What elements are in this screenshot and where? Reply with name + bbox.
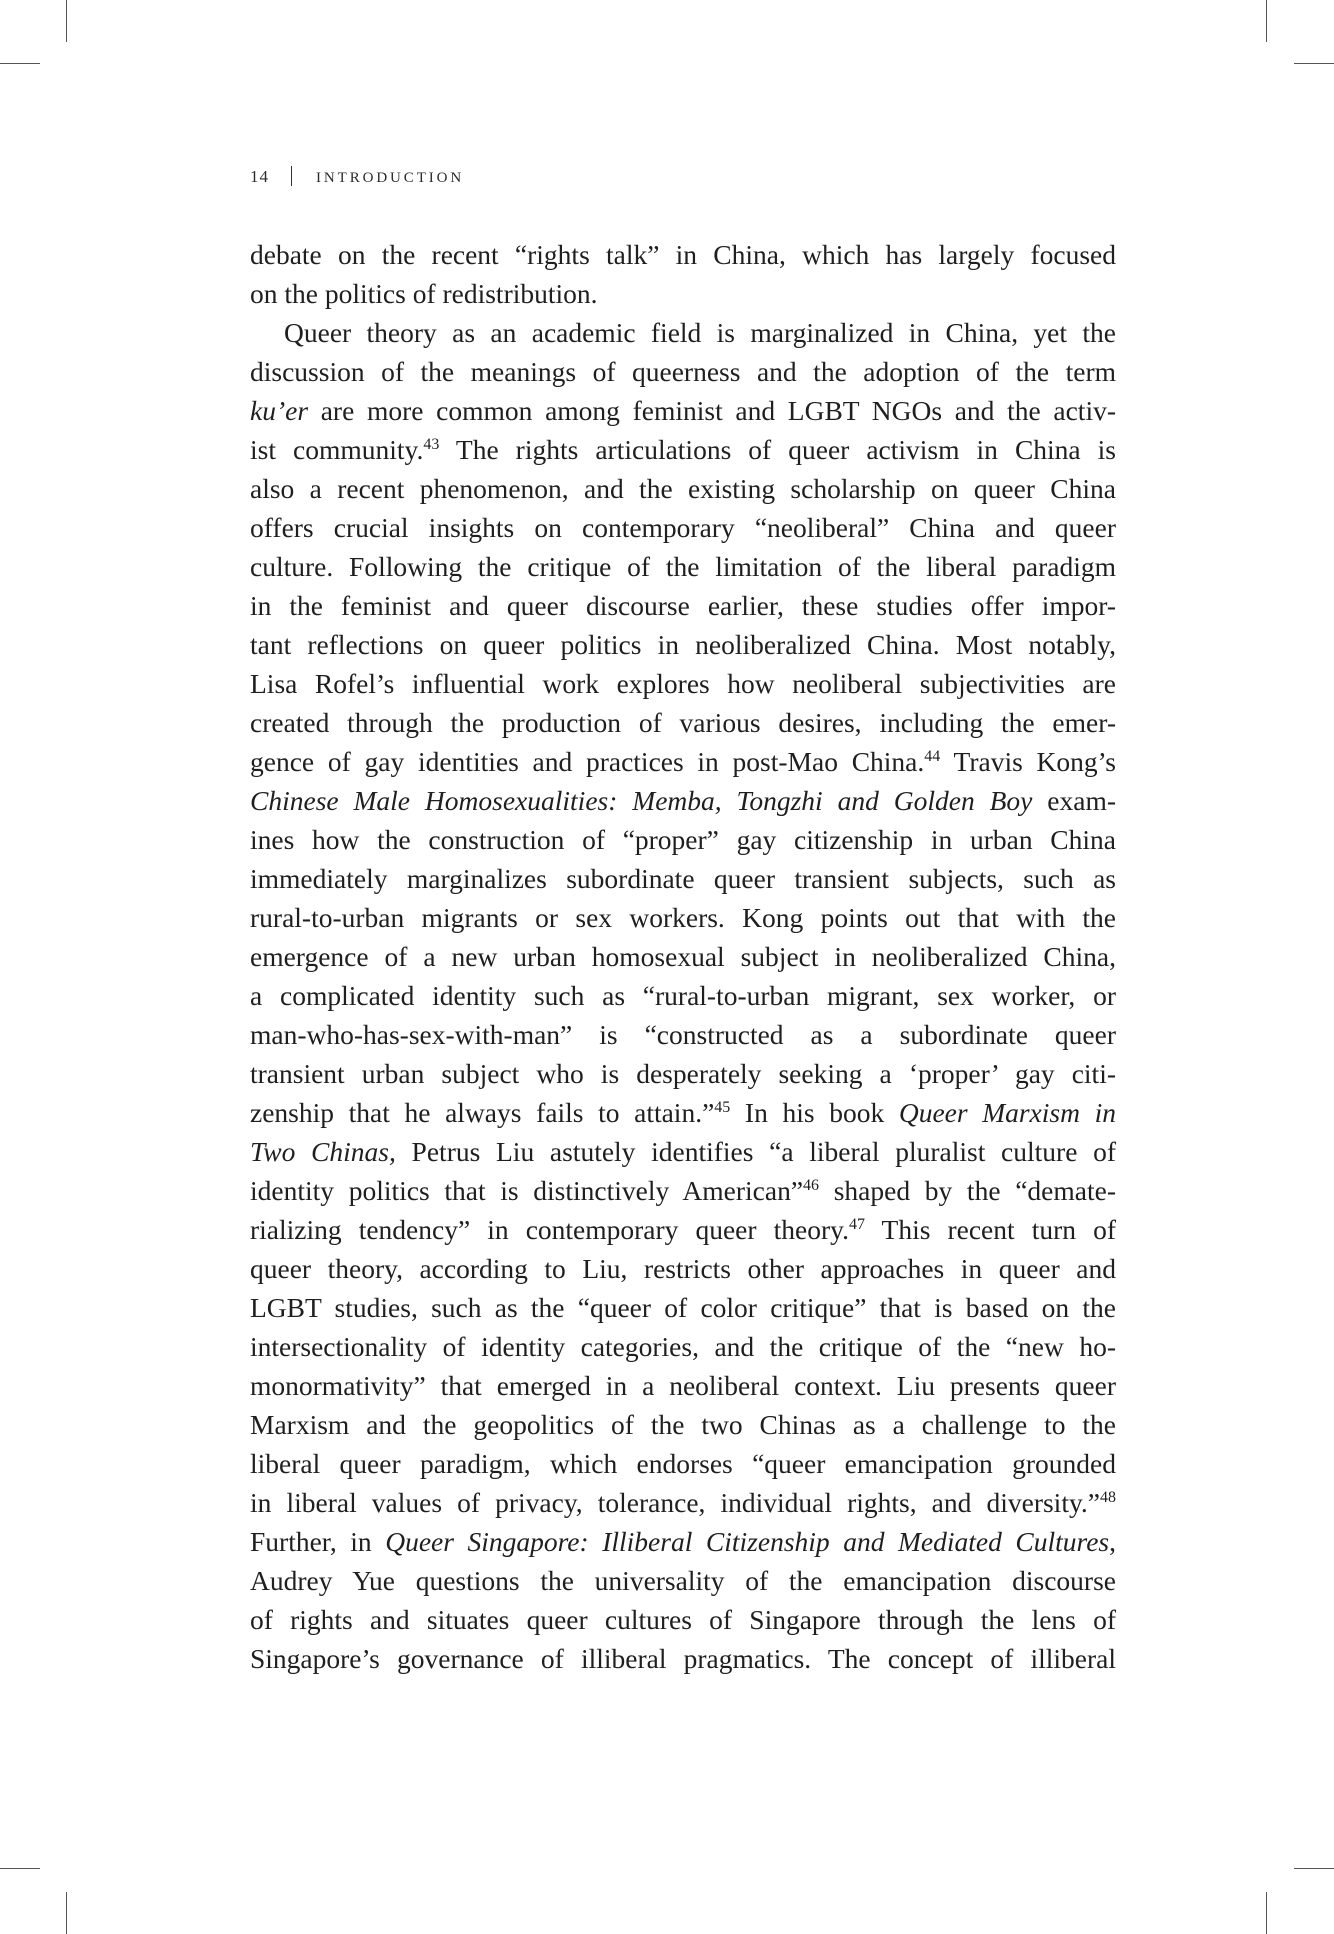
text-line: ines how the construction of “proper” gay citizenship in urban China [250,824,1116,855]
text-line: emergence of a new urban homosexual subject in neoliberalized China, [250,941,1116,972]
text-line: in the feminist and queer discourse earlier, these studies offer impor- [250,590,1116,621]
text-line: culture. Following the critique of the limitation of the liberal paradigm [250,551,1116,582]
text-line: ku’er are more common among feminist and LGBT NGOs and the activ- [250,395,1116,426]
text-line: tant reflections on queer politics in neoliberalized China. Most notably, [250,629,1116,660]
text-line: created through the production of various desires, including the emer- [250,707,1116,738]
text-line: Queer theory as an academic field is marginalized in China, yet the [284,317,1116,348]
page-number: 14 [250,167,269,186]
text-line: rural-to-urban migrants or sex workers. Kong points out that with the [250,902,1116,933]
text-line: in liberal values of privacy, tolerance, individual rights, and diversity.”$^{48}$ [250,1487,1116,1518]
text-line: Chinese Male Homosexualities: Memba, Tongzhi and Golden Boy exam- [250,785,1116,816]
body-text [250,235,1116,1678]
footnote-ref: 45 [714,1099,731,1116]
crop-mark-bottom-right [1266,1892,1267,1934]
text-line: debate on the recent “rights talk” in China, which has largely focused [250,239,1116,270]
text-line: gence of gay identities and practices in post-Mao China.$^{44}$ Travis Kong’s [250,746,1116,777]
crop-mark-bottom-left [66,1892,67,1934]
text-line: queer theory, according to Liu, restricts other approaches in queer and [250,1253,1116,1284]
text-line: LGBT studies, such as the “queer of color critique” that is based on the [250,1292,1116,1323]
text-line: Lisa Rofel’s influential work explores how neoliberal subjectivities are [250,668,1116,699]
crop-mark-bottom-right-h [1294,1868,1334,1869]
text-line: also a recent phenomenon, and the existing scholarship on queer China [250,473,1116,504]
text-line: on the politics of redistribution. [250,278,598,309]
crop-mark-top-left-h [0,63,40,64]
text-line: Further, in Queer Singapore: Illiberal Citizenship and Mediated Cultures, [250,1526,1116,1557]
text-line: Audrey Yue questions the universality of the emancipation discourse [250,1565,1116,1596]
crop-mark-top-right-h [1294,63,1334,64]
running-head [250,166,464,187]
text-line: man-who-has-sex-with-man” is “constructed as a subordinate queer [250,1019,1116,1050]
crop-mark-top-right [1266,0,1267,42]
text-line: monormativity” that emerged in a neoliberal context. Liu presents queer [250,1370,1116,1401]
text-line: immediately marginalizes subordinate queer transient subjects, such as [250,863,1116,894]
text-line: Two Chinas, Petrus Liu astutely identifies “a liberal pluralist culture of [250,1136,1117,1167]
footnote-ref: 46 [803,1177,820,1194]
running-head-separator [291,166,292,186]
text-line: offers crucial insights on contemporary “neoliberal” China and queer [250,512,1116,543]
text-line: Marxism and the geopolitics of the two Chinas as a challenge to the [250,1409,1116,1440]
text-line: a complicated identity such as “rural-to-urban migrant, sex worker, or [250,980,1116,1011]
footnote-ref: 44 [924,748,941,765]
text-line: transient urban subject who is desperately seeking a ‘proper’ gay citi- [250,1058,1116,1089]
text-line: discussion of the meanings of queerness and the adoption of the term [250,356,1116,387]
text-line: liberal queer paradigm, which endorses “queer emancipation grounded [250,1448,1116,1479]
footnote-ref: 48 [1100,1489,1116,1506]
footnote-ref: 47 [848,1216,865,1233]
footnote-ref: 43 [423,436,440,453]
crop-mark-top-left [66,0,67,42]
text-line: of rights and situates queer cultures of Singapore through the lens of [250,1604,1116,1635]
text-line: identity politics that is distinctively American”$^{46}$ shaped by the “demate- [250,1175,1116,1206]
text-line: Singapore’s governance of illiberal pragmatics. The concept of illiberal [250,1643,1116,1674]
crop-mark-bottom-left-h [0,1868,40,1869]
text-line: zenship that he always fails to attain.”$^{45}$ In his book Queer Marxism in [250,1097,1116,1128]
text-line: ist community.$^{43}$ The rights articulations of queer activism in China is [250,434,1116,465]
text-line: rializing tendency” in contemporary queer theory.$^{47}$ This recent turn of [250,1214,1116,1245]
text-line: intersectionality of identity categories, and the critique of the “new ho- [250,1331,1116,1362]
chapter-title: INTRODUCTION [316,170,465,186]
